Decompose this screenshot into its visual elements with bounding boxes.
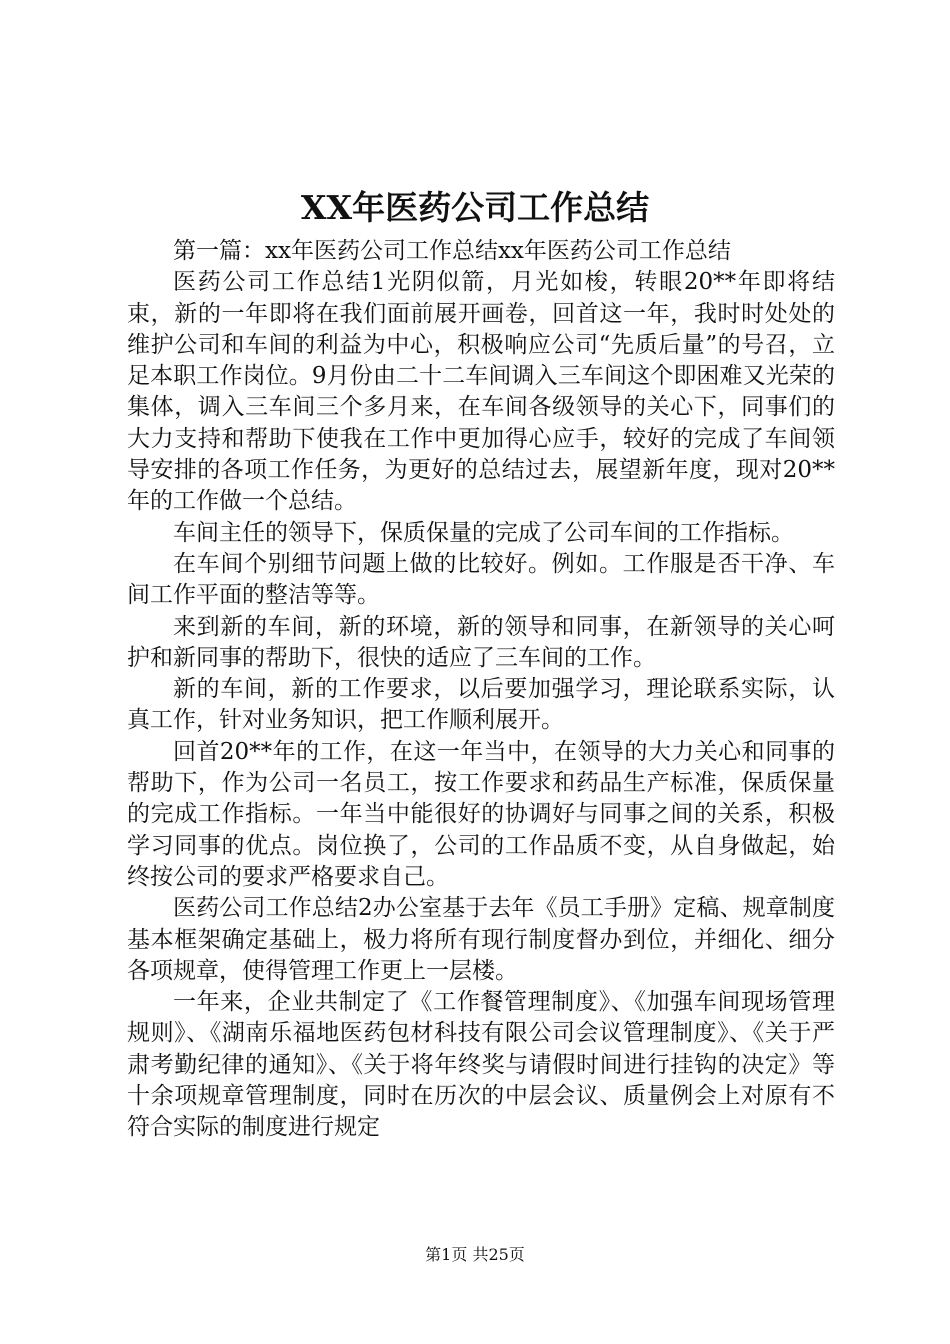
paragraph-5: 来到新的车间，新的环境，新的领导和同事，在新领导的关心呵护和新同事的帮助下，很快的适应了三车间的工作。: [127, 613, 835, 671]
paragraph-8: 医药公司工作总结2办公室基于去年《员工手册》定稿、规章制度基本框架确定基础上，极力将所有现行制度督办到位，并细化、细分各项规章，使得管理工作更上一层楼。: [127, 895, 835, 984]
paragraph-7: 回首20**年的工作，在这一年当中，在领导的大力关心和同事的帮助下，作为公司一名员工，按工作要求和药品生产标准，保质保量的完成工作指标。一年当中能很好的协调好与同事之间的关系，积极学习同事的优点。岗位换了，公司的工作品质不变，从自身做起，始终按公司的要求严格要求自己。: [127, 738, 835, 890]
paragraph-4: 在车间个别细节问题上做的比较好。例如。工作服是否干净、车间工作平面的整洁等等。: [127, 550, 835, 609]
document-body: [127, 236, 835, 1144]
document-title: XX年医药公司工作总结: [300, 188, 650, 227]
paragraph-9: 一年来，企业共制定了《工作餐管理制度》、《加强车间现场管理规则》、《湖南乐福地医药包材科技有限公司会议管理制度》、《关于严肃考勤纪律的通知》、《关于将年终奖与请假时间进行挂钩的决定》等十余项规章管理制度，同时在历次的中层会议、质量例会上对原有不符合实际的制度进行规定: [127, 989, 835, 1141]
paragraph-1: 第一篇：xx年医药公司工作总结xx年医药公司工作总结: [173, 238, 731, 264]
paragraph-3: 车间主任的领导下，保质保量的完成了公司车间的工作指标。: [173, 519, 794, 546]
paragraph-6: 新的车间，新的工作要求，以后要加强学习，理论联系实际，认真工作，针对业务知识，把工作顺利展开。: [127, 676, 835, 734]
paragraph-2: 医药公司工作总结1光阴似箭，月光如梭，转眼20**年即将结束，新的一年即将在我们面前展开画卷，回首这一年，我时时处处的维护公司和车间的利益为中心，积极响应公司“先质后量”的号召，立足本职工作岗位。9月份由二十二车间调入三车间这个即困难又光荣的集体，调入三车间三个多月来，在车间各级领导的关心下，同事们的大力支持和帮助下使我在工作中更加得心应手，较好的完成了车间领导安排的各项工作任务，为更好的总结过去，展望新年度，现对20**年的工作做一个总结。: [127, 269, 835, 515]
page-footer: 第1页 共25页: [425, 1245, 525, 1264]
